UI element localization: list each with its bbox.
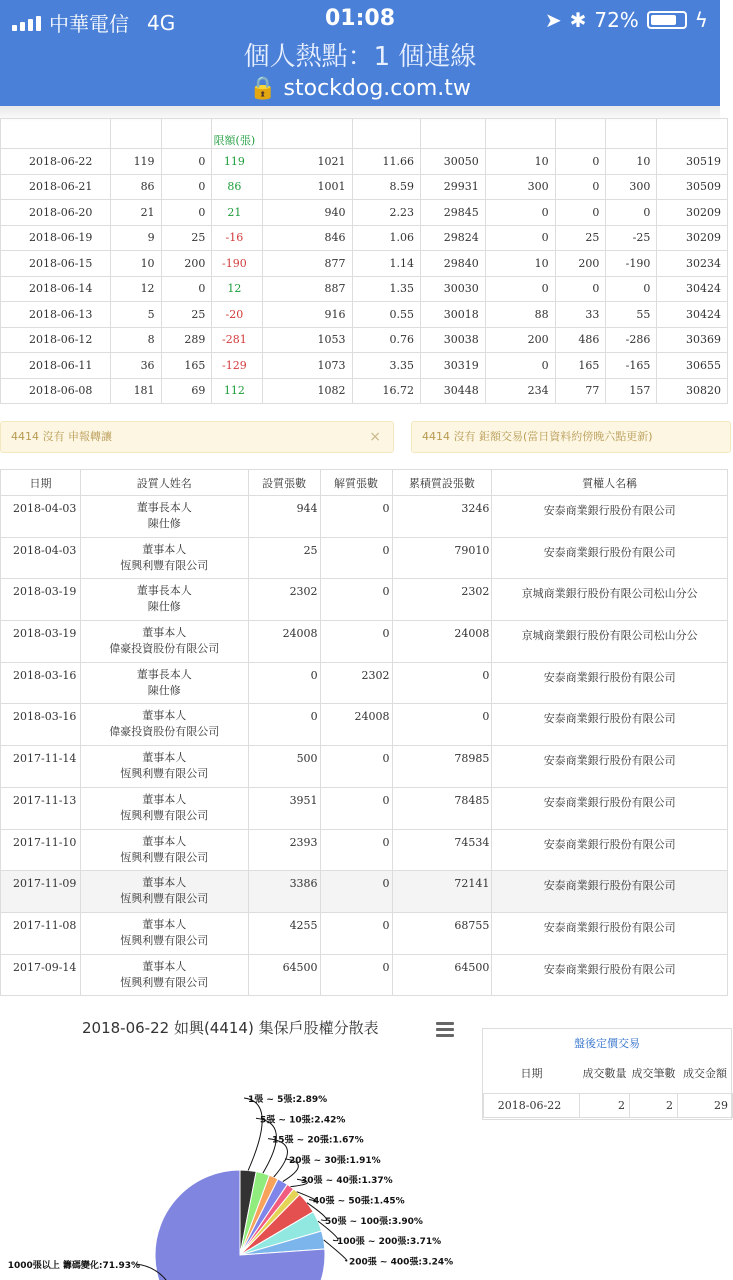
- table-row: [1, 579, 728, 621]
- table-cell: 12: [212, 276, 263, 302]
- pledger-title: 董事本人: [142, 834, 187, 848]
- pledger-cell: [80, 912, 248, 954]
- after-hours-panel: [482, 1028, 732, 1120]
- pledge-date: 2018-03-16: [1, 662, 81, 704]
- pledge-date: 2018-03-16: [1, 704, 81, 746]
- status-right: [545, 8, 708, 32]
- pledger-title: 董事本人: [142, 792, 187, 806]
- table-cell: 1001: [263, 174, 352, 200]
- table-cell: 300: [485, 174, 555, 200]
- pledge-total: 79010: [392, 537, 492, 579]
- carrier-name: 中華電信: [49, 12, 129, 36]
- table-row: [1, 276, 728, 302]
- pledge-total: 72141: [392, 871, 492, 913]
- table-cell: 486: [555, 327, 606, 353]
- table-cell: -129: [212, 353, 263, 379]
- pledger-name: 偉豪投資股份有限公司: [109, 642, 220, 656]
- pledger-cell: [80, 496, 248, 538]
- table-cell: 10: [485, 149, 555, 175]
- pledge-set: 0: [248, 704, 320, 746]
- table-cell: 200: [161, 251, 212, 277]
- table-row: [1, 302, 728, 328]
- table-cell: 30050: [420, 149, 485, 175]
- pledgee-name: 安泰商業銀行股份有限公司: [492, 746, 728, 788]
- table-cell: 289: [161, 327, 212, 353]
- table-cell: 30030: [420, 276, 485, 302]
- table-row: [1, 871, 728, 913]
- column-header[interactable]: 累積質設張數: [392, 470, 492, 496]
- transfer-alert-text: 4414 沒有 申報轉讓: [11, 430, 112, 443]
- location-icon: ➤: [544, 8, 562, 32]
- pledger-name: 恆興利豐有限公司: [120, 850, 209, 864]
- table-cell: 25: [161, 225, 212, 251]
- after-hours-title: 盤後定價交易: [574, 1037, 640, 1050]
- table-cell: 69: [161, 378, 212, 404]
- table-cell: 55: [606, 302, 657, 328]
- table-cell: 29824: [420, 225, 485, 251]
- pledger-title: 董事本人: [142, 751, 187, 765]
- ah-amount: 29: [678, 1093, 733, 1117]
- table-cell: 887: [263, 276, 352, 302]
- pledger-name: 恆興利豐有限公司: [120, 767, 209, 781]
- table-cell: 0: [161, 174, 212, 200]
- column-header[interactable]: 解質張數: [320, 470, 392, 496]
- table-cell: 0: [485, 276, 555, 302]
- limit-header: 限額(張): [212, 119, 263, 149]
- pledger-cell: [80, 621, 248, 663]
- table-cell: 2018-06-14: [1, 276, 111, 302]
- table-cell: 10: [485, 251, 555, 277]
- ah-volume: 2: [580, 1093, 630, 1117]
- close-icon[interactable]: ×: [369, 429, 381, 445]
- table-row: [1, 912, 728, 954]
- pledgee-name: 安泰商業銀行股份有限公司: [492, 537, 728, 579]
- table-cell: 916: [263, 302, 352, 328]
- table-cell: 30424: [657, 302, 728, 328]
- pledger-cell: [80, 746, 248, 788]
- pledge-release: 0: [320, 829, 392, 871]
- pledger-name: 陳仕修: [147, 517, 181, 530]
- table-cell: 0: [161, 200, 212, 226]
- url-bar[interactable]: [0, 76, 720, 106]
- table-cell: -286: [606, 327, 657, 353]
- table-cell: 181: [110, 378, 161, 404]
- table-row: [1, 621, 728, 663]
- table-row: [1, 496, 728, 538]
- pledge-release: 0: [320, 912, 392, 954]
- table-row: [1, 174, 728, 200]
- table-cell: 1.14: [352, 251, 420, 277]
- table-cell: 36: [110, 353, 161, 379]
- pledge-date: 2018-03-19: [1, 579, 81, 621]
- pledgee-name: 安泰商業銀行股份有限公司: [492, 871, 728, 913]
- column-header[interactable]: 質權人名稱: [492, 470, 728, 496]
- table-cell: 30234: [657, 251, 728, 277]
- table-cell: 21: [212, 200, 263, 226]
- table-cell: 29931: [420, 174, 485, 200]
- table-cell: 2018-06-13: [1, 302, 111, 328]
- pie-label: 1張 ~ 5張:2.89%: [248, 1095, 328, 1105]
- pledge-total: 78485: [392, 787, 492, 829]
- pledge-set: 3951: [248, 787, 320, 829]
- table-cell: 1082: [263, 378, 352, 404]
- block-trade-alert: [411, 421, 731, 453]
- clock: 01:08: [324, 6, 396, 31]
- pledger-title: 董事本人: [142, 709, 187, 723]
- table-cell: 0: [161, 276, 212, 302]
- pie-label: 200張 ~ 400張:3.24%: [349, 1257, 454, 1268]
- table-cell: 30519: [657, 149, 728, 175]
- table-cell: 2018-06-12: [1, 327, 111, 353]
- table-cell: 30369: [657, 327, 728, 353]
- table-cell: 0: [161, 149, 212, 175]
- ah-header-count: 成交筆數: [630, 1055, 678, 1093]
- table-row: [1, 662, 728, 704]
- chart-menu-icon[interactable]: [436, 1022, 454, 1040]
- table-cell: 86: [110, 174, 161, 200]
- pledge-total: 78985: [392, 746, 492, 788]
- pledger-title: 董事長本人: [136, 501, 192, 514]
- table-cell: 0: [485, 225, 555, 251]
- table-cell: 30319: [420, 353, 485, 379]
- pledger-cell: [80, 537, 248, 579]
- table-cell: 0: [555, 200, 606, 226]
- pledge-release: 2302: [320, 662, 392, 704]
- table-cell: 29840: [420, 251, 485, 277]
- ah-header-date: 日期: [484, 1055, 580, 1093]
- pledgee-name: 京城商業銀行股份有限公司松山分公: [492, 621, 728, 663]
- ah-header-volume: 成交數量: [580, 1055, 630, 1093]
- table-row: [1, 746, 728, 788]
- shareholding-pie-chart: [0, 1060, 480, 1280]
- table-cell: 9: [110, 225, 161, 251]
- pledge-date: 2018-03-19: [1, 621, 81, 663]
- lock-icon: 🔒: [249, 76, 277, 101]
- pledger-cell: [80, 954, 248, 996]
- table-row: [1, 225, 728, 251]
- table-cell: 1.35: [352, 276, 420, 302]
- chart-title: 2018-06-22 如興(4414) 集保戶股權分散表: [82, 1019, 379, 1037]
- pledge-date: 2018-04-03: [1, 496, 81, 538]
- pledge-date: 2017-11-14: [1, 746, 81, 788]
- table-cell: 119: [110, 149, 161, 175]
- pledger-name: 恆興利豐有限公司: [120, 558, 209, 572]
- table-header-partial: [1, 119, 728, 149]
- pledge-total: 0: [392, 704, 492, 746]
- pie-label: 15張 ~ 20張:1.67%: [272, 1135, 364, 1146]
- table-cell: 0: [485, 353, 555, 379]
- table-cell: 940: [263, 200, 352, 226]
- table-cell: 846: [263, 225, 352, 251]
- table-row: [1, 704, 728, 746]
- pledger-title: 董事本人: [142, 626, 187, 640]
- table-cell: 77: [555, 378, 606, 404]
- table-cell: 11.66: [352, 149, 420, 175]
- pledge-set: 2302: [248, 579, 320, 621]
- block-trade-alert-text: 4414 沒有 鉅額交易(當日資料約傍晚六點更新): [422, 430, 653, 443]
- table-cell: 300: [606, 174, 657, 200]
- pledge-total: 3246: [392, 496, 492, 538]
- pledger-title: 董事本人: [142, 542, 187, 556]
- table-cell: 10: [606, 149, 657, 175]
- table-cell: 12: [110, 276, 161, 302]
- table-cell: 0: [606, 200, 657, 226]
- table-cell: 30820: [657, 378, 728, 404]
- pledgee-name: 安泰商業銀行股份有限公司: [492, 662, 728, 704]
- table-cell: 2018-06-22: [1, 149, 111, 175]
- after-hours-table: [483, 1055, 733, 1118]
- table-cell: 2018-06-20: [1, 200, 111, 226]
- pledge-total: 0: [392, 662, 492, 704]
- table-cell: 86: [212, 174, 263, 200]
- column-header[interactable]: 設質張數: [248, 470, 320, 496]
- pledger-title: 董事本人: [142, 959, 187, 973]
- table-cell: 30509: [657, 174, 728, 200]
- pledger-name: 恆興利豐有限公司: [120, 892, 209, 906]
- pledge-date: 2017-11-13: [1, 787, 81, 829]
- table-cell: 2018-06-15: [1, 251, 111, 277]
- pledge-set: 500: [248, 746, 320, 788]
- table-cell: 165: [555, 353, 606, 379]
- column-header[interactable]: 日期: [1, 470, 81, 496]
- pledge-release: 0: [320, 746, 392, 788]
- pledger-cell: [80, 787, 248, 829]
- pledge-set: 2393: [248, 829, 320, 871]
- pledge-set: 0: [248, 662, 320, 704]
- table-cell: 0: [555, 149, 606, 175]
- bluetooth-icon: ✱: [569, 8, 587, 32]
- table-cell: 0: [606, 276, 657, 302]
- institutional-table: [0, 118, 728, 404]
- pie-label: 1000張以上 籌碼變化:71.93%: [7, 1261, 140, 1271]
- pie-label: 30張 ~ 40張:1.37%: [301, 1176, 393, 1187]
- table-cell: 29845: [420, 200, 485, 226]
- pie-label: 20張 ~ 30張:1.91%: [289, 1155, 381, 1166]
- table-row: [1, 353, 728, 379]
- table-cell: 2018-06-08: [1, 378, 111, 404]
- table-cell: 2018-06-11: [1, 353, 111, 379]
- pledge-set: 64500: [248, 954, 320, 996]
- table-cell: 0: [555, 174, 606, 200]
- pledge-total: 64500: [392, 954, 492, 996]
- pledge-release: 0: [320, 954, 392, 996]
- table-cell: 165: [161, 353, 212, 379]
- pledger-title: 董事本人: [142, 876, 187, 890]
- table-cell: -165: [606, 353, 657, 379]
- pledger-name: 陳仕修: [147, 600, 181, 614]
- table-cell: 30655: [657, 353, 728, 379]
- pledge-date: 2017-11-08: [1, 912, 81, 954]
- table-cell: 30209: [657, 225, 728, 251]
- table-cell: 200: [555, 251, 606, 277]
- pledgee-name: 安泰商業銀行股份有限公司: [492, 704, 728, 746]
- table-cell: 200: [485, 327, 555, 353]
- table-row: [1, 537, 728, 579]
- table-cell: 0: [555, 276, 606, 302]
- table-cell: -190: [212, 251, 263, 277]
- table-cell: 21: [110, 200, 161, 226]
- pledge-set: 4255: [248, 912, 320, 954]
- table-cell: 10: [110, 251, 161, 277]
- pledgee-name: 安泰商業銀行股份有限公司: [492, 829, 728, 871]
- pledge-set: 24008: [248, 621, 320, 663]
- table-cell: 1053: [263, 327, 352, 353]
- pie-connector: [244, 1098, 262, 1170]
- table-cell: 2018-06-21: [1, 174, 111, 200]
- pledgee-name: 安泰商業銀行股份有限公司: [492, 912, 728, 954]
- pledge-release: 0: [320, 621, 392, 663]
- table-cell: 8: [110, 327, 161, 353]
- pledgee-name: 安泰商業銀行股份有限公司: [492, 496, 728, 538]
- pledger-cell: [80, 579, 248, 621]
- table-row: [1, 378, 728, 404]
- pledge-total: 24008: [392, 621, 492, 663]
- table-cell: -16: [212, 225, 263, 251]
- transfer-alert: [0, 421, 394, 453]
- table-cell: 30038: [420, 327, 485, 353]
- ah-count: 2: [630, 1093, 678, 1117]
- table-cell: 2018-06-19: [1, 225, 111, 251]
- charging-icon: ϟ: [694, 8, 708, 32]
- table-cell: 30448: [420, 378, 485, 404]
- pledge-total: 2302: [392, 579, 492, 621]
- pledge-set: 25: [248, 537, 320, 579]
- table-row: [1, 200, 728, 226]
- table-cell: 877: [263, 251, 352, 277]
- pledge-date: 2018-04-03: [1, 537, 81, 579]
- table-cell: 33: [555, 302, 606, 328]
- table-row: [1, 149, 728, 175]
- table-cell: 119: [212, 149, 263, 175]
- pie-label: 5張 ~ 10張:2.42%: [260, 1115, 346, 1126]
- column-header[interactable]: 設質人姓名: [80, 470, 248, 496]
- table-cell: 157: [606, 378, 657, 404]
- pledger-name: 偉豪投資股份有限公司: [109, 725, 220, 739]
- network-type: 4G: [147, 10, 176, 35]
- pledge-total: 74534: [392, 829, 492, 871]
- table-cell: 1.06: [352, 225, 420, 251]
- table-cell: -281: [212, 327, 263, 353]
- table-row: [1, 787, 728, 829]
- pledgee-name: 安泰商業銀行股份有限公司: [492, 787, 728, 829]
- table-cell: -190: [606, 251, 657, 277]
- battery-percent: 72%: [594, 8, 639, 32]
- ah-header-amount: 成交金額: [678, 1055, 733, 1093]
- ah-date: 2018-06-22: [484, 1093, 580, 1117]
- pledger-title: 董事長本人: [136, 667, 192, 681]
- pledge-release: 0: [320, 537, 392, 579]
- pledge-set: 3386: [248, 871, 320, 913]
- table-cell: 8.59: [352, 174, 420, 200]
- table-cell: 25: [555, 225, 606, 251]
- pledge-release: 24008: [320, 704, 392, 746]
- pledger-cell: [80, 829, 248, 871]
- pledger-cell: [80, 662, 248, 704]
- table-row: [1, 829, 728, 871]
- table-cell: 25: [161, 302, 212, 328]
- table-cell: 112: [212, 378, 263, 404]
- table-cell: -25: [606, 225, 657, 251]
- table-cell: 30209: [657, 200, 728, 226]
- pledge-table: [0, 469, 728, 996]
- table-cell: 0.55: [352, 302, 420, 328]
- table-cell: 5: [110, 302, 161, 328]
- table-cell: 234: [485, 378, 555, 404]
- pledge-total: 68755: [392, 912, 492, 954]
- table-cell: 1073: [263, 353, 352, 379]
- pledger-title: 董事本人: [142, 917, 187, 931]
- url-text: stockdog.com.tw: [283, 76, 471, 101]
- pledger-cell: [80, 704, 248, 746]
- pledger-title: 董事長本人: [136, 584, 192, 598]
- pledger-name: 恆興利豐有限公司: [120, 975, 209, 989]
- pledger-name: 恆興利豐有限公司: [120, 808, 209, 822]
- pledger-name: 陳仕修: [147, 683, 181, 697]
- pledgee-name: 安泰商業銀行股份有限公司: [492, 954, 728, 996]
- pie-connector: [256, 1118, 276, 1173]
- table-row: [1, 251, 728, 277]
- table-cell: 3.35: [352, 353, 420, 379]
- table-cell: 30424: [657, 276, 728, 302]
- battery-icon: [647, 11, 687, 29]
- pledge-release: 0: [320, 871, 392, 913]
- table-cell: 1021: [263, 149, 352, 175]
- table-cell: 88: [485, 302, 555, 328]
- table-cell: 30018: [420, 302, 485, 328]
- pledge-release: 0: [320, 496, 392, 538]
- table-cell: 16.72: [352, 378, 420, 404]
- pledger-name: 恆興利豐有限公司: [120, 933, 209, 947]
- pie-label: 50張 ~ 100張:3.90%: [325, 1216, 423, 1227]
- hotspot-banner[interactable]: 個人熱點：1 個連線: [0, 40, 720, 76]
- table-cell: 0: [485, 200, 555, 226]
- pledge-release: 0: [320, 787, 392, 829]
- table-row: [484, 1093, 733, 1117]
- pledge-date: 2017-09-14: [1, 954, 81, 996]
- pledge-release: 0: [320, 579, 392, 621]
- pie-label: 40張 ~ 50張:1.45%: [313, 1196, 405, 1207]
- table-row: [1, 954, 728, 996]
- pledge-date: 2017-11-10: [1, 829, 81, 871]
- table-cell: 2.23: [352, 200, 420, 226]
- pledgee-name: 京城商業銀行股份有限公司松山分公: [492, 579, 728, 621]
- table-cell: -20: [212, 302, 263, 328]
- pledge-set: 944: [248, 496, 320, 538]
- pledge-date: 2017-11-09: [1, 871, 81, 913]
- pie-label: 100張 ~ 200張:3.71%: [337, 1237, 442, 1248]
- status-bar: [0, 0, 720, 40]
- table-cell: 0.76: [352, 327, 420, 353]
- table-row: [1, 327, 728, 353]
- pledger-cell: [80, 871, 248, 913]
